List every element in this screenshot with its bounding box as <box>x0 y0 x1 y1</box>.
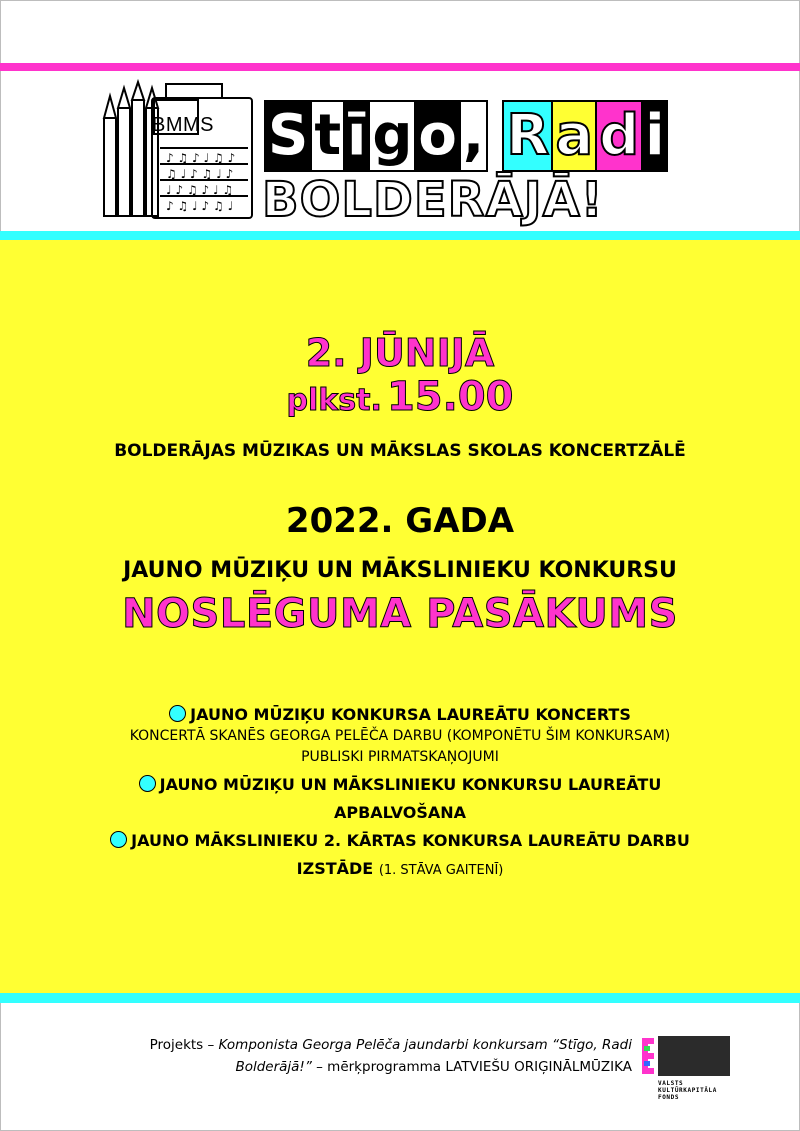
magenta-stripe <box>0 63 800 71</box>
title-letter: t <box>310 100 345 172</box>
program-item-title: JAUNO MŪZIĶU UN MĀKSLINIEKU KONKURSU LAUREĀTU <box>159 775 662 794</box>
title-word-stigo <box>264 100 486 172</box>
title-letter: d <box>595 100 643 172</box>
title-letter: , <box>459 100 488 172</box>
cyan-stripe-top <box>0 231 800 240</box>
sponsor-logo-block <box>658 1036 730 1076</box>
title-letter: R <box>502 100 553 172</box>
sponsor-name-line1: VALSTS <box>658 1080 684 1087</box>
program-list <box>0 704 800 882</box>
vkkf-mark-icon <box>640 1036 658 1076</box>
program-item-title-continued: APBALVOŠANA <box>333 803 467 822</box>
bullet-icon <box>110 831 127 848</box>
program-item <box>0 830 800 882</box>
time-prefix: plkst. <box>286 383 382 418</box>
title-letter: i <box>641 100 668 172</box>
program-item <box>0 704 800 768</box>
cyan-stripe-bottom <box>0 993 800 1003</box>
sponsor-name-line2: KULTŪRKAPITĀLA FONDS <box>658 1087 717 1101</box>
bullet-icon <box>169 705 186 722</box>
credit-prefix: Projekts – <box>149 1037 219 1053</box>
program-item-detail: KONCERTĀ SKANĒS GEORGA PELĒČA DARBU (KOMPONĒTU ŠIM KONKURSAM) <box>129 728 671 744</box>
program-item-title-continued: IZSTĀDE <box>296 859 374 878</box>
bmms-logo-icon <box>96 78 254 222</box>
svg-text:♩ ♪ ♫ ♪ ♩ ♫: ♩ ♪ ♫ ♪ ♩ ♫ <box>166 183 234 197</box>
event-title <box>264 96 666 176</box>
title-letter: g <box>368 100 416 172</box>
project-credit <box>40 1034 632 1078</box>
credit-project-name: Komponista Georga Pelēča jaundarbi konkursam “Stīgo, Radi <box>218 1037 632 1053</box>
event-subtitle: BOLDERĀJĀ! <box>262 172 604 228</box>
time-value: 15.00 <box>386 374 514 420</box>
svg-text:♫ ♩ ♪ ♫ ♩ ♪: ♫ ♩ ♪ ♫ ♩ ♪ <box>166 167 234 181</box>
title-letter: ī <box>343 100 370 172</box>
program-item-title: JAUNO MĀKSLINIEKU 2. KĀRTAS KONKURSA LAUREĀTU DARBU <box>131 831 690 850</box>
event-time <box>0 374 800 428</box>
event-date: 2. JŪNIJĀ <box>305 331 495 375</box>
credit-programme: – mērķprogramma LATVIEŠU ORIĢINĀLMŪZIKA <box>311 1059 632 1075</box>
sponsor-logo <box>640 1036 732 1101</box>
program-item <box>0 774 800 824</box>
event-year: 2022. GADA <box>285 501 515 541</box>
closing-event-title: NOSLĒGUMA PASĀKUMS <box>122 591 678 637</box>
program-item-detail: PUBLISKI PIRMATSKAŅOJUMI <box>301 749 499 765</box>
contest-name: JAUNO MŪZIĶU UN MĀKSLINIEKU KONKURSU <box>123 558 677 583</box>
event-venue: BOLDERĀJAS MŪZIKAS UN MĀKSLAS SKOLAS KONCERTZĀLĒ <box>114 441 686 461</box>
title-word-radi <box>502 100 666 172</box>
title-letter: a <box>551 100 597 172</box>
title-letter: S <box>264 100 312 172</box>
program-item-title: JAUNO MŪZIĶU KONKURSA LAUREĀTU KONCERTS <box>190 705 631 724</box>
title-letter: o <box>414 100 460 172</box>
program-item-note: (1. STĀVA GAITENĪ) <box>378 863 504 878</box>
svg-text:♪ ♫ ♩ ♪ ♫ ♩: ♪ ♫ ♩ ♪ ♫ ♩ <box>166 199 234 213</box>
bullet-icon <box>139 775 156 792</box>
svg-text:♪ ♫ ♪ ♩ ♫ ♪: ♪ ♫ ♪ ♩ ♫ ♪ <box>166 151 236 165</box>
logo-text: BMMS <box>152 114 214 136</box>
credit-project-name-end: Bolderājā!” <box>235 1059 312 1075</box>
